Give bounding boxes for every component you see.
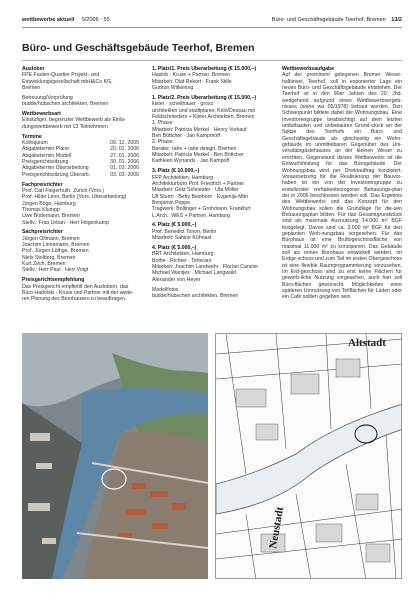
issue-number: 5/2006 · 55 bbox=[81, 17, 110, 23]
date-row: Preisgerichtssitzung Überarb. 03. 03. 2006 bbox=[22, 171, 139, 178]
publication-name: wettbewerbe aktuell bbox=[22, 17, 75, 23]
date-row: Abgabetermin Pläne 20. 01. 2006 bbox=[22, 146, 139, 153]
column-facts bbox=[22, 66, 139, 303]
date-row: Abgabetermin Modell 27. 01. 2006 bbox=[22, 152, 139, 159]
text-line: Bremen bbox=[22, 85, 41, 92]
text-line: FFP Architekten, Hamburg bbox=[152, 174, 214, 181]
column-prizes bbox=[152, 66, 270, 299]
text-line: Mitarbeit: Patricia Merkel · Ben Böttcher bbox=[152, 151, 244, 158]
text-line: kister · scheithauer · gross bbox=[152, 101, 214, 108]
text-line: Tragwerk: Bollinger + Grohmann, Frankfurt bbox=[152, 206, 251, 213]
heading-prize-2: 1. Platz/2. Preis Überarbeitung (€ 15.000,–) bbox=[152, 94, 257, 101]
date-row: Kolloquium 09. 12. 2005 bbox=[22, 139, 139, 146]
text-line: ren Planung des Bürohauses zu beauftragen. bbox=[22, 296, 127, 303]
text-line: L.Arch.: WES + Partner, Hamburg bbox=[152, 212, 230, 219]
article-title: Büro- und Geschäftsgebäude Teerhof, Bremen bbox=[22, 42, 255, 54]
text-line: Bothe · Richter · Teherani bbox=[152, 257, 212, 264]
text-line: 2. Phase: bbox=[152, 139, 174, 146]
text-line: Jürgen Ollmann, Bremen bbox=[22, 235, 80, 242]
text-line: Mitarbeit: Joachim Landwehr · Florian Cancler bbox=[152, 263, 259, 270]
text-line: Büro Hadolski · Kruse und Partner mit der weite- bbox=[22, 290, 134, 296]
text-line: Jürgen Böge, Hamburg bbox=[22, 200, 76, 207]
aerial-photo bbox=[22, 333, 208, 579]
text-line: budde/hübschen architekten, Bremen bbox=[152, 292, 239, 299]
heading-prize-3: 3. Platz (€ 10.000,–) bbox=[152, 168, 200, 175]
date-row: Abgabetermin Überarbeitung 01. 03. 2006 bbox=[22, 165, 139, 172]
text-line: Kurt Zech, Bremen bbox=[22, 261, 66, 268]
text-line: Ulf Sturm · Betty Besthorn · Evgenija Mitri bbox=[152, 193, 248, 200]
text-line: budde/hübschen architekten, Bremen bbox=[22, 101, 109, 108]
text-line: Mitarbeit: Patricia Merkel · Henry Vorkauf bbox=[152, 126, 247, 133]
heading-empfehlung: Preisgerichtsempfehlung bbox=[22, 277, 85, 284]
text-line: Mitarbeit: Olaf Rekort · Frank Stille bbox=[152, 78, 232, 85]
heading-wettbewerbsart: Wettbewerbsart bbox=[22, 111, 61, 118]
text-line: Haslob · Kruse + Partner, Bremen bbox=[152, 72, 230, 79]
text-line: Berater: rahe + rahe design, Bremen bbox=[152, 145, 237, 152]
text-line: Mitarbeit: Sabine Kühnast bbox=[152, 235, 212, 242]
text-line: Stellv.: Herr Paul · Herr Voigt bbox=[22, 267, 89, 274]
text-line: 1. Phase: bbox=[152, 120, 174, 127]
column-task bbox=[282, 66, 402, 301]
text-line: Kathleen Wynands · Jan Kampoff bbox=[152, 158, 230, 165]
map-label-altstadt: Altstadt bbox=[348, 337, 386, 349]
text-line: Entwicklungsgesellschaft mbH&Co KG, bbox=[22, 78, 113, 85]
site-map bbox=[215, 333, 402, 579]
text-line: Feldschnieders + Kister Architekten, Bremen bbox=[152, 113, 255, 120]
text-line: Joachim Linnemann, Bremen bbox=[22, 242, 90, 249]
running-header bbox=[22, 16, 402, 28]
heading-sachpreisrichter: Sachpreisrichter bbox=[22, 229, 63, 236]
date-row: Preisgerichtssitzung 30. 01. 2006 bbox=[22, 158, 139, 165]
heading-auslober: Auslober bbox=[22, 66, 45, 72]
text-line: Architekturbüro Prof. Friedrich + Partner bbox=[152, 180, 245, 187]
text-line: Gudrun Wilkening bbox=[152, 85, 194, 92]
section-title: Büro- und Geschäftsgebäude Teerhof, Bremen bbox=[271, 17, 386, 23]
aerial-photo-graphic bbox=[22, 333, 208, 579]
text-line: Einstufiger, begrenzter Wettbewerb als Einla- bbox=[22, 117, 126, 124]
title-divider bbox=[22, 60, 402, 61]
text-line: Modellfotos bbox=[152, 286, 179, 293]
text-line: Benjamin Poppe bbox=[152, 199, 191, 206]
body-text: Auf der prominent gelegenen Bremer Weser-halbinsel, Teerhof, soll in exponierter Lage ein neues Büro- und Geschäftsgebäude entstehen. Der Teerhof ist in den 90er Jahren des 20. Jhd. weitgehend aufgrund eines Wettbewerbsergeb-nisses (siehe wa 05/1978) bebaut worden. Den Schwerpunkt bildete dabei der Wohnungsbau. Eine Investorengruppe beabsichtigt auf dem letzten umbebauten und unbebauten Grund-stück an der Spitze des Teerhofs ein Büro- und Geschäftsgebäude als gleichzeitig ein Wohn-gebäude im unmittelbaren Gegenüber des Uni-versitätsgästehauses an der kleinen Weser zu errichten. Gegenstand dieses Wettbewerbs ist die Entwurfsfindung für das Bürogebäude. Der Wohnungsbau wird per Direktauftrag konzipiert. Voraussetzung für die Realisierung der Bauvor-haben ist ein von der Investorengruppe zu erstellender vorhabenbezogener Bebauungs-plan der in 2006 beschlossen werden soll. Das Ergebnis des Wettbewerbs und das Konzept für den Wohnungsbau sollen die Grundlage für die-sen Bebauungsplan bilden. Für das Gesamtgrundstück sind als maximale Ausnutzung 14.000 m² BGF festgelegt. Davon sind ca. 3.000 m² BGF für den geplanten Woh-nungsbau vorgesehen. Für das Bürohaus ist eine Bruttogeschossfläche von maximal 11.000 m² zu konzipieren. Das Gebäude soll als reines Bürohaus entwickelt werden. Im Erdge-schoss und zum Teil im ersten Obergeschoss ist eine flexible Raumprogrammierung vorzusehen. Im Erd-geschoss sind zu erst keine Flächen für gewerb-liche Nutzung vorgesehen, auch hier soll Büro-flächen gewünscht. Möglichkeiten einer späteren Umnutzung von Teilflächen für Läden oder ein Café sollten gegeben sein. bbox=[282, 72, 402, 301]
text-line: Mitarbeit: Götz Schneider · Uta Möller bbox=[152, 187, 239, 194]
map-label-neustadt: Neustadt bbox=[267, 505, 287, 550]
text-line: Prof. Hilde Léon, Berlin (Vors. Überarbeitung) bbox=[22, 194, 127, 201]
text-line: FPE Faulen-Quartier Projekt- und bbox=[22, 72, 100, 79]
text-line: Niels Stolberg, Bremen bbox=[22, 254, 76, 261]
text-line: architekten und stadtplaner, Köln/Dessau mit bbox=[152, 107, 255, 114]
heading-prize-4b: 4. Platz (€ 5.000,–) bbox=[152, 244, 197, 251]
text-line: Michael Wantjes · Michael Langwald bbox=[152, 270, 236, 277]
text-line: Prof. Benedict Tonon, Berlin bbox=[152, 228, 217, 235]
text-line: BRT Architekten, Hamburg bbox=[152, 251, 214, 258]
heading-prize-4a: 4. Platz (€ 5.000,–) bbox=[152, 222, 197, 229]
text-line: Stellv.: Frau Urban · Herr Hogenkamp bbox=[22, 219, 109, 226]
heading-prize-1: 1. Platz/1. Preis Überarbeitung (€ 15.000,–) bbox=[152, 66, 257, 72]
text-line: Thomas Klumpp bbox=[22, 206, 60, 213]
site-map-graphic bbox=[216, 334, 402, 579]
text-line: Ben Böttcher · Jan Kampmoff bbox=[152, 132, 220, 139]
heading-termine: Termine bbox=[22, 133, 42, 140]
text-line: Das Preisgericht empfiehlt den Auslobern, das bbox=[22, 283, 129, 290]
text-line: Prof. Jürgen Lüthge, Bremen bbox=[22, 248, 89, 255]
text-line: Alexander von Heyer bbox=[152, 276, 201, 283]
heading-aufgabe: Wettbewerbsaufgabe bbox=[282, 66, 335, 72]
text-line: Betreuung/Vorprüfung bbox=[22, 94, 73, 101]
text-line: dungswettbewerb mit 13 Teilnehmern bbox=[22, 123, 108, 130]
page-code: 13/2 bbox=[391, 17, 402, 23]
heading-fachpreisrichter: Fachpreisrichter bbox=[22, 181, 63, 188]
text-line: Uwe Bodemann, Bremen bbox=[22, 213, 80, 220]
text-line: Prof. Carl Fingerhuth, Zürich (Vors.) bbox=[22, 187, 105, 194]
